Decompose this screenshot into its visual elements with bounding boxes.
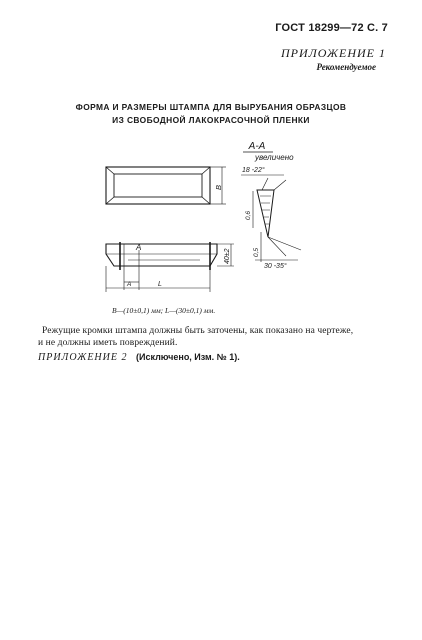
appendix-1-title: ПРИЛОЖЕНИЕ 1 (281, 46, 386, 60)
figure-caption: В—(10±0,1) мм; L—(30±0,1) мм. (112, 306, 216, 315)
dim-0-6: 0,6 (245, 210, 252, 220)
magnified-label: увеличено (255, 153, 294, 162)
dim-a-bottom: А (127, 281, 132, 288)
appendix-1-status: Рекомендуемое (316, 62, 376, 72)
angle-bottom: 30 -35° (264, 263, 287, 270)
technical-drawing (0, 0, 422, 310)
angle-top: 18 -22° (242, 167, 265, 174)
paragraph-line-2: и не должны иметь повреждений. (38, 338, 178, 348)
top-view (106, 167, 226, 204)
dim-height: 40±2 (224, 248, 231, 264)
dim-l: L (158, 281, 162, 288)
figure-title-line-2: ИЗ СВОБОДНОЙ ЛАКОКРАСОЧНОЙ ПЛЕНКИ (112, 115, 310, 125)
appendix-2-title: ПРИЛОЖЕНИЕ 2 (38, 352, 128, 363)
dim-b: В (214, 184, 223, 190)
dim-0-5: 0,5 (253, 247, 260, 257)
front-view (106, 242, 234, 292)
dim-a: А (136, 243, 142, 252)
appendix-2 (38, 352, 240, 363)
document-id: ГОСТ 18299—72 С. 7 (275, 22, 388, 34)
body-paragraph (38, 325, 353, 349)
section-label: А-А (248, 141, 266, 152)
figure-title-line-1: ФОРМА И РАЗМЕРЫ ШТАМПА ДЛЯ ВЫРУБАНИЯ ОБРАЗЦОВ (75, 102, 347, 112)
paragraph-line-1: Режущие кромки штампа должны быть заточены, как показано на чертеже, (42, 326, 354, 336)
appendix-2-note: (Исключено, Изм. № 1). (136, 352, 240, 362)
